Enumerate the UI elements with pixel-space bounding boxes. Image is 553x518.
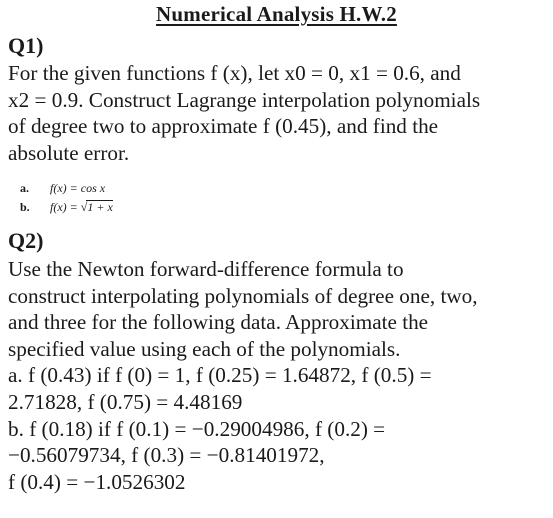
question-2-line: 2.71828, f (0.75) = 4.48169 — [8, 389, 243, 414]
question-2-line: a. f (0.43) if f (0) = 1, f (0.25) = 1.64872, f (0.5) = — [8, 363, 432, 388]
function-lhs: f(x) = — [50, 200, 81, 214]
radicand: 1 + x — [87, 200, 113, 214]
question-1-line: of degree two to approximate f (0.45), and find the — [8, 114, 439, 139]
question-1-line: For the given functions f (x), let x0 = 0, x1 = 0.6, and — [8, 61, 461, 85]
question-1-line: x2 = 0.9. Construct Lagrange interpolation polynomials — [8, 87, 481, 112]
question-2-line: Use the Newton forward-difference formula to — [8, 257, 404, 281]
question-2-line: construct interpolating polynomials of degree one, two, — [8, 283, 478, 308]
question-2-line: b. f (0.18) if f (0.1) = −0.29004986, f (0.2) = — [8, 416, 386, 441]
radical-sign: √ — [80, 200, 88, 214]
document-title: Numerical Analysis H.W.2 — [156, 2, 397, 26]
question-1-item-b — [20, 197, 113, 217]
question-1-text — [8, 60, 553, 166]
question-1-label: Q1) — [8, 33, 44, 58]
item-label: a. — [20, 181, 29, 195]
question-1-item-a — [20, 178, 105, 198]
function-lhs: f(x) = — [50, 181, 81, 195]
function-rhs: cos x — [80, 181, 106, 195]
question-2-line: f (0.4) = −1.0526302 — [8, 469, 186, 494]
question-2-text — [8, 256, 553, 495]
question-2-label: Q2) — [8, 228, 44, 253]
item-label: b. — [20, 200, 30, 214]
question-1-line: absolute error. — [8, 140, 130, 165]
question-2-line: −0.56079734, f (0.3) = −0.81401972, — [8, 443, 325, 468]
question-2-line: specified value using each of the polynomials. — [8, 336, 401, 361]
question-2-line: and three for the following data. Approximate the — [8, 310, 429, 335]
